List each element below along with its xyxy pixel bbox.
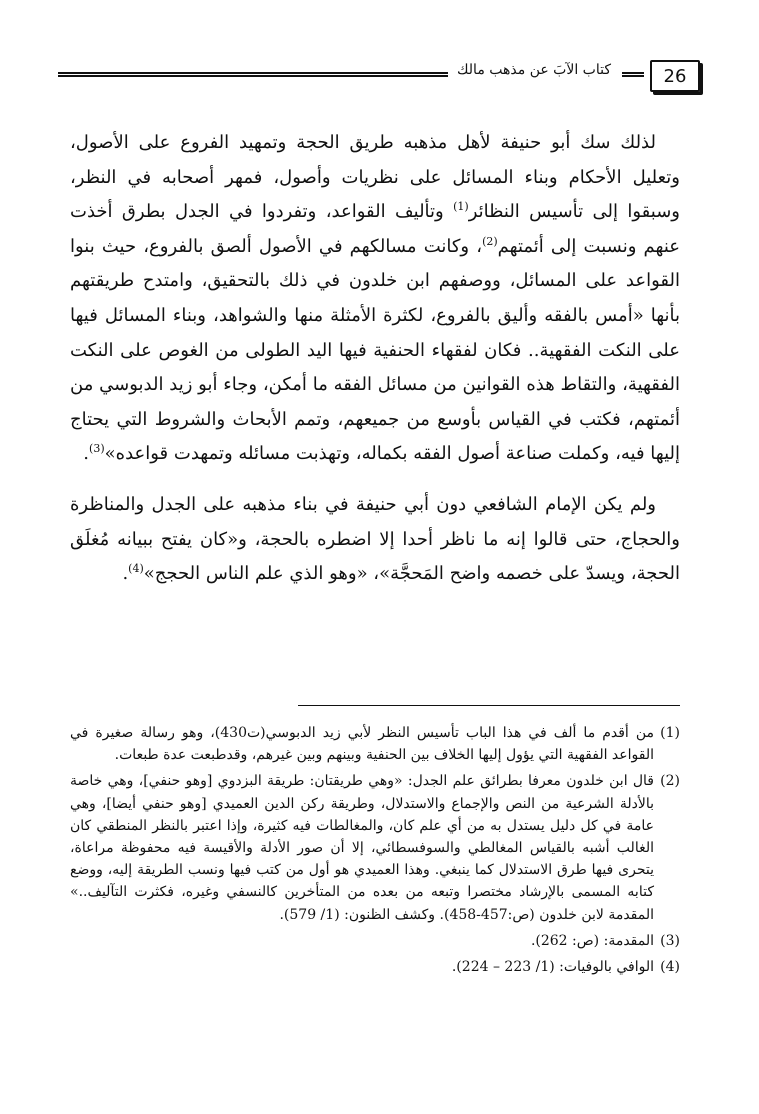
p2-text-2: . xyxy=(122,563,129,585)
footnote xyxy=(70,770,680,925)
footnote-number: (1) xyxy=(660,725,680,741)
footnote-text: الوافي بالوفيات: (1/ 223 – 224). xyxy=(451,959,654,976)
p1-text-3: ، وكانت مسالكهم في الأصول ألصق بالفروع، حيث بنوا القواعد على المسائل، ووصفهم ابن خلدون في ذلك بالتحقيق، وامتدح طريقتهم بأنها «أمس بالفقه وأليق بالفروع، لكثرة الأمثلة منها والشواهد، وبناء المسائل فيها على النكت الفقهية.. فكان لفقهاء الحنفية فيها اليد الطولى من الغوص على النكت الفقهية، والتقاط هذه القوانين من مسائل الفقه ما أمكن، وجاء أبو زيد الدبوسي من أئمتهم، فكتب في القياس بأوسع من جميعهم، وتمم الأبحاث والشروط التي يحتاج إليها فيه، وكملت صناعة أصول الفقه بكماله، وتهذبت مسائله وتمهدت قواعده» xyxy=(70,235,680,465)
p1-text-2: وتأليف القواعد، وتفردوا في الجدل بطرق أخذت عنهم ونسبت إلى أئمتهم xyxy=(70,201,681,257)
footnote-number: (2) xyxy=(660,773,680,790)
footnote-ref-3: (3) xyxy=(89,442,105,456)
footnote-number: (3) xyxy=(660,932,680,949)
footnote xyxy=(70,930,680,952)
p1-text-4: . xyxy=(83,443,90,465)
footnote-divider xyxy=(298,705,680,706)
footnote xyxy=(70,722,680,766)
header-rule-left xyxy=(58,72,448,77)
p2-text-1: ولم يكن الإمام الشافعي دون أبي حنيفة في بناء مذهبه على الجدل والمناظرة والحجاج، حتى قالوا إنه ما ناظر أحدا إلا اضطره بالحجة، و«كان يفتح ببيانه مُغلَق الحجة، ويسدّ على خصمه واضح المَحجَّة»، «وهو الذي علم الناس الحجج» xyxy=(70,493,680,585)
page-number: 26 xyxy=(650,60,700,92)
footnote-text: من أقدم ما ألف في هذا الباب تأسيس النظر لأبي زيد الدبوسي(ت430)، وهو رسالة صغيرة في القواعد الفقهية التي يؤول إليها الخلاف بين الحنفية وبينهم وبين غيرهم، وقدطبعت عدة طبعات. xyxy=(70,725,654,764)
page-header xyxy=(58,58,700,98)
running-title: كتاب الآبَ عن مذهب مالك xyxy=(456,62,611,78)
footnote xyxy=(70,956,680,978)
footnote-text: قال ابن خلدون معرفا بطرائق علم الجدل: «وهي طريقتان: طريقة البزدوي [وهو حنفي]، وهي خاصة بالأدلة الشرعية من النص والإجماع والاستدلال، وطريقة ركن الدين العميدي [وهو حنفي أيضا]، وهي عامة في كل دليل يستدل به من أي علم كان، والمغالطات فيه كثيرة، وإذا اعتبر بالنظر المنطقي كان الغالب أشبه بالقياس المغالطي والسوفسطائي، إلا أن صور الأدلة والأقيسة فيه محفوظة مراعاة، يتحرى فيها طرق الاستدلال كما ينبغي. وهذا العميدي هو أول من كتب فيها ونسب الطريقة إليه، ووضع كتابه المسمى بالإرشاد مختصرا وتبعه من بعده من المتأخرين كالنسفي وغيره، فكثرت التآليف..» المقدمة لابن خلدون (ص:457-458). وكشف الظنون: (1/ 579). xyxy=(70,773,654,923)
footnote-ref-4: (4) xyxy=(128,562,144,576)
main-text xyxy=(70,126,680,592)
footnote-ref-2: (2) xyxy=(482,234,498,248)
p1-text-1: لذلك سك أبو حنيفة لأهل مذهبه طريق الحجة وتمهيد الفروع على الأصول، وتعليل الأحكام وبناء المسائل على نظريات وأصول، فمهر أصحابه في النظر، وسبقوا إلى تأسيس النظائر xyxy=(70,132,680,223)
footnote-number: (4) xyxy=(660,959,680,976)
footnotes xyxy=(70,722,680,982)
paragraph-1 xyxy=(70,126,680,472)
footnote-text: المقدمة: (ص: 262). xyxy=(530,932,654,949)
footnote-ref-1: (1) xyxy=(453,200,469,214)
paragraph-2 xyxy=(70,488,680,592)
header-rule-right xyxy=(622,72,644,77)
